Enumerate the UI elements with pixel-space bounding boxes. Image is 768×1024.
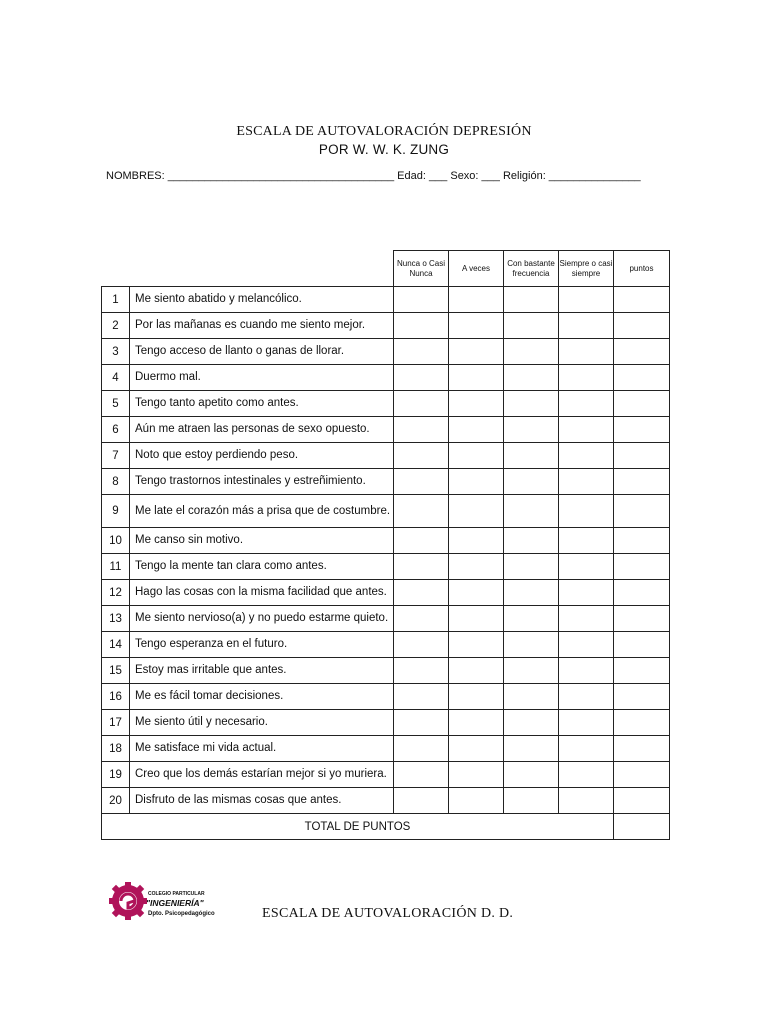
answer-cell[interactable] bbox=[449, 391, 504, 417]
points-cell[interactable] bbox=[614, 391, 670, 417]
footer-title: ESCALA DE AUTOVALORACIÓN D. D. bbox=[262, 906, 514, 921]
answer-cell[interactable] bbox=[504, 313, 559, 339]
points-cell[interactable] bbox=[614, 788, 670, 814]
answer-cell[interactable] bbox=[394, 339, 449, 365]
answer-cell[interactable] bbox=[394, 684, 449, 710]
answer-cell[interactable] bbox=[449, 762, 504, 788]
answer-cell[interactable] bbox=[394, 788, 449, 814]
answer-cell[interactable] bbox=[504, 606, 559, 632]
points-cell[interactable] bbox=[614, 528, 670, 554]
points-cell[interactable] bbox=[614, 580, 670, 606]
table-row bbox=[102, 788, 670, 814]
answer-cell[interactable] bbox=[394, 365, 449, 391]
answer-cell[interactable] bbox=[394, 658, 449, 684]
answer-cell[interactable] bbox=[504, 736, 559, 762]
item-question: Tengo esperanza en el futuro. bbox=[130, 632, 394, 658]
document-subtitle: POR W. W. K. ZUNG bbox=[318, 142, 450, 157]
answer-cell[interactable] bbox=[449, 580, 504, 606]
answer-cell[interactable] bbox=[449, 417, 504, 443]
points-cell[interactable] bbox=[614, 469, 670, 495]
answer-cell[interactable] bbox=[559, 606, 614, 632]
gear-icon bbox=[109, 882, 147, 920]
table-row bbox=[102, 606, 670, 632]
answer-cell[interactable] bbox=[394, 528, 449, 554]
table-row bbox=[102, 391, 670, 417]
item-question: Aún me atraen las personas de sexo opuesto. bbox=[130, 417, 394, 443]
table-row bbox=[102, 762, 670, 788]
answer-cell[interactable] bbox=[559, 684, 614, 710]
points-cell[interactable] bbox=[614, 762, 670, 788]
zung-scale-table bbox=[101, 250, 670, 840]
answer-cell[interactable] bbox=[504, 339, 559, 365]
answer-cell[interactable] bbox=[449, 287, 504, 313]
table-row bbox=[102, 287, 670, 313]
zung-scale-body bbox=[102, 251, 670, 840]
item-number: 1 bbox=[102, 287, 130, 313]
answer-cell[interactable] bbox=[394, 736, 449, 762]
answer-cell[interactable] bbox=[559, 554, 614, 580]
answer-cell[interactable] bbox=[504, 495, 559, 528]
points-cell[interactable] bbox=[614, 736, 670, 762]
answer-cell[interactable] bbox=[449, 528, 504, 554]
column-header-a-veces: A veces bbox=[449, 251, 504, 287]
answer-cell[interactable] bbox=[449, 606, 504, 632]
answer-cell[interactable] bbox=[504, 554, 559, 580]
answer-cell[interactable] bbox=[559, 632, 614, 658]
answer-cell[interactable] bbox=[449, 443, 504, 469]
answer-cell[interactable] bbox=[449, 788, 504, 814]
table-row bbox=[102, 658, 670, 684]
answer-cell[interactable] bbox=[394, 469, 449, 495]
answer-cell[interactable] bbox=[394, 313, 449, 339]
answer-cell[interactable] bbox=[449, 658, 504, 684]
item-number: 5 bbox=[102, 391, 130, 417]
item-question: Me canso sin motivo. bbox=[130, 528, 394, 554]
item-question: Tengo la mente tan clara como antes. bbox=[130, 554, 394, 580]
item-question: Me siento nervioso(a) y no puedo estarme quieto. bbox=[130, 606, 394, 632]
answer-cell[interactable] bbox=[504, 788, 559, 814]
total-row bbox=[102, 814, 670, 840]
answer-cell[interactable] bbox=[504, 528, 559, 554]
answer-cell[interactable] bbox=[449, 365, 504, 391]
column-header-puntos: puntos bbox=[614, 251, 670, 287]
logo-line2: "INGENIERÍA" bbox=[146, 898, 204, 908]
item-number: 18 bbox=[102, 736, 130, 762]
answer-cell[interactable] bbox=[504, 632, 559, 658]
item-question: Por las mañanas es cuando me siento mejor. bbox=[130, 313, 394, 339]
answer-cell[interactable] bbox=[504, 580, 559, 606]
column-header-siempre: Siempre o casi siempre bbox=[559, 251, 614, 287]
table-row bbox=[102, 554, 670, 580]
document-title: ESCALA DE AUTOVALORACIÓN DEPRESIÓN bbox=[236, 124, 532, 139]
answer-cell[interactable] bbox=[559, 580, 614, 606]
answer-cell[interactable] bbox=[559, 287, 614, 313]
answer-cell[interactable] bbox=[449, 554, 504, 580]
item-number: 2 bbox=[102, 313, 130, 339]
table-row bbox=[102, 632, 670, 658]
answer-cell[interactable] bbox=[504, 469, 559, 495]
item-question: Creo que los demás estarían mejor si yo muriera. bbox=[130, 762, 394, 788]
points-cell[interactable] bbox=[614, 710, 670, 736]
table-row bbox=[102, 684, 670, 710]
table-row bbox=[102, 495, 670, 528]
answer-cell[interactable] bbox=[559, 365, 614, 391]
item-question: Disfruto de las mismas cosas que antes. bbox=[130, 788, 394, 814]
answer-cell[interactable] bbox=[504, 710, 559, 736]
answer-cell[interactable] bbox=[449, 684, 504, 710]
item-number: 10 bbox=[102, 528, 130, 554]
item-number: 11 bbox=[102, 554, 130, 580]
points-cell[interactable] bbox=[614, 313, 670, 339]
answer-cell[interactable] bbox=[559, 443, 614, 469]
table-row bbox=[102, 365, 670, 391]
answer-cell[interactable] bbox=[394, 287, 449, 313]
answer-cell[interactable] bbox=[559, 469, 614, 495]
item-number: 12 bbox=[102, 580, 130, 606]
item-number: 20 bbox=[102, 788, 130, 814]
item-question: Hago las cosas con la misma facilidad que antes. bbox=[130, 580, 394, 606]
points-cell[interactable] bbox=[614, 417, 670, 443]
item-number: 14 bbox=[102, 632, 130, 658]
answer-cell[interactable] bbox=[449, 495, 504, 528]
table-row bbox=[102, 736, 670, 762]
table-row bbox=[102, 313, 670, 339]
school-logo bbox=[106, 882, 224, 922]
answer-cell[interactable] bbox=[394, 554, 449, 580]
table-row bbox=[102, 339, 670, 365]
answer-cell[interactable] bbox=[504, 365, 559, 391]
column-header-bastante-frecuencia: Con bastante frecuencia bbox=[504, 251, 559, 287]
answer-cell[interactable] bbox=[394, 443, 449, 469]
header-blank-cell bbox=[102, 251, 394, 287]
answer-cell[interactable] bbox=[394, 710, 449, 736]
personal-data-fields[interactable]: NOMBRES: _____________________________________ Edad: ___ Sexo: ___ Religión: _______________ bbox=[106, 170, 641, 182]
answer-cell[interactable] bbox=[559, 495, 614, 528]
points-cell[interactable] bbox=[614, 495, 670, 528]
logo-line1: COLEGIO PARTICULAR bbox=[148, 891, 205, 897]
answer-cell[interactable] bbox=[449, 339, 504, 365]
item-number: 13 bbox=[102, 606, 130, 632]
answer-cell[interactable] bbox=[394, 580, 449, 606]
answer-cell[interactable] bbox=[559, 313, 614, 339]
answer-cell[interactable] bbox=[394, 391, 449, 417]
points-cell[interactable] bbox=[614, 339, 670, 365]
points-cell[interactable] bbox=[614, 554, 670, 580]
total-label: TOTAL DE PUNTOS bbox=[102, 814, 614, 840]
answer-cell[interactable] bbox=[394, 632, 449, 658]
answer-cell[interactable] bbox=[449, 469, 504, 495]
column-header-nunca: Nunca o Casi Nunca bbox=[394, 251, 449, 287]
answer-cell[interactable] bbox=[504, 417, 559, 443]
total-points-cell[interactable] bbox=[614, 814, 670, 840]
item-question: Me es fácil tomar decisiones. bbox=[130, 684, 394, 710]
item-question: Tengo acceso de llanto o ganas de llorar. bbox=[130, 339, 394, 365]
table-row bbox=[102, 528, 670, 554]
answer-cell[interactable] bbox=[504, 443, 559, 469]
answer-cell[interactable] bbox=[559, 391, 614, 417]
points-cell[interactable] bbox=[614, 684, 670, 710]
answer-cell[interactable] bbox=[559, 710, 614, 736]
item-question: Me late el corazón más a prisa que de costumbre. bbox=[130, 495, 394, 528]
item-question: Duermo mal. bbox=[130, 365, 394, 391]
answer-cell[interactable] bbox=[449, 736, 504, 762]
answer-cell[interactable] bbox=[559, 788, 614, 814]
table-row bbox=[102, 469, 670, 495]
answer-cell[interactable] bbox=[559, 762, 614, 788]
table-row bbox=[102, 580, 670, 606]
answer-cell[interactable] bbox=[394, 606, 449, 632]
item-number: 6 bbox=[102, 417, 130, 443]
item-question: Tengo trastornos intestinales y estreñimiento. bbox=[130, 469, 394, 495]
answer-cell[interactable] bbox=[504, 391, 559, 417]
item-number: 7 bbox=[102, 443, 130, 469]
answer-cell[interactable] bbox=[504, 762, 559, 788]
answer-cell[interactable] bbox=[394, 762, 449, 788]
points-cell[interactable] bbox=[614, 365, 670, 391]
item-number: 4 bbox=[102, 365, 130, 391]
answer-cell[interactable] bbox=[559, 658, 614, 684]
logo-line3: Dpto. Psicopedagógico bbox=[148, 911, 215, 917]
answer-cell[interactable] bbox=[559, 339, 614, 365]
item-number: 17 bbox=[102, 710, 130, 736]
answer-cell[interactable] bbox=[559, 528, 614, 554]
answer-cell[interactable] bbox=[449, 632, 504, 658]
item-number: 9 bbox=[102, 495, 130, 528]
item-question: Noto que estoy perdiendo peso. bbox=[130, 443, 394, 469]
points-cell[interactable] bbox=[614, 658, 670, 684]
answer-cell[interactable] bbox=[504, 287, 559, 313]
points-cell[interactable] bbox=[614, 606, 670, 632]
item-question: Estoy mas irritable que antes. bbox=[130, 658, 394, 684]
table-row bbox=[102, 417, 670, 443]
item-number: 19 bbox=[102, 762, 130, 788]
points-cell[interactable] bbox=[614, 632, 670, 658]
item-question: Me siento abatido y melancólico. bbox=[130, 287, 394, 313]
item-number: 3 bbox=[102, 339, 130, 365]
answer-cell[interactable] bbox=[559, 736, 614, 762]
points-cell[interactable] bbox=[614, 443, 670, 469]
answer-cell[interactable] bbox=[394, 495, 449, 528]
answer-cell[interactable] bbox=[449, 710, 504, 736]
table-row bbox=[102, 710, 670, 736]
table-header-row bbox=[102, 251, 670, 287]
table-row bbox=[102, 443, 670, 469]
item-number: 8 bbox=[102, 469, 130, 495]
item-question: Me satisface mi vida actual. bbox=[130, 736, 394, 762]
answer-cell[interactable] bbox=[504, 684, 559, 710]
item-number: 15 bbox=[102, 658, 130, 684]
points-cell[interactable] bbox=[614, 287, 670, 313]
item-number: 16 bbox=[102, 684, 130, 710]
answer-cell[interactable] bbox=[559, 417, 614, 443]
item-question: Me siento útil y necesario. bbox=[130, 710, 394, 736]
answer-cell[interactable] bbox=[504, 658, 559, 684]
answer-cell[interactable] bbox=[394, 417, 449, 443]
answer-cell[interactable] bbox=[449, 313, 504, 339]
item-question: Tengo tanto apetito como antes. bbox=[130, 391, 394, 417]
